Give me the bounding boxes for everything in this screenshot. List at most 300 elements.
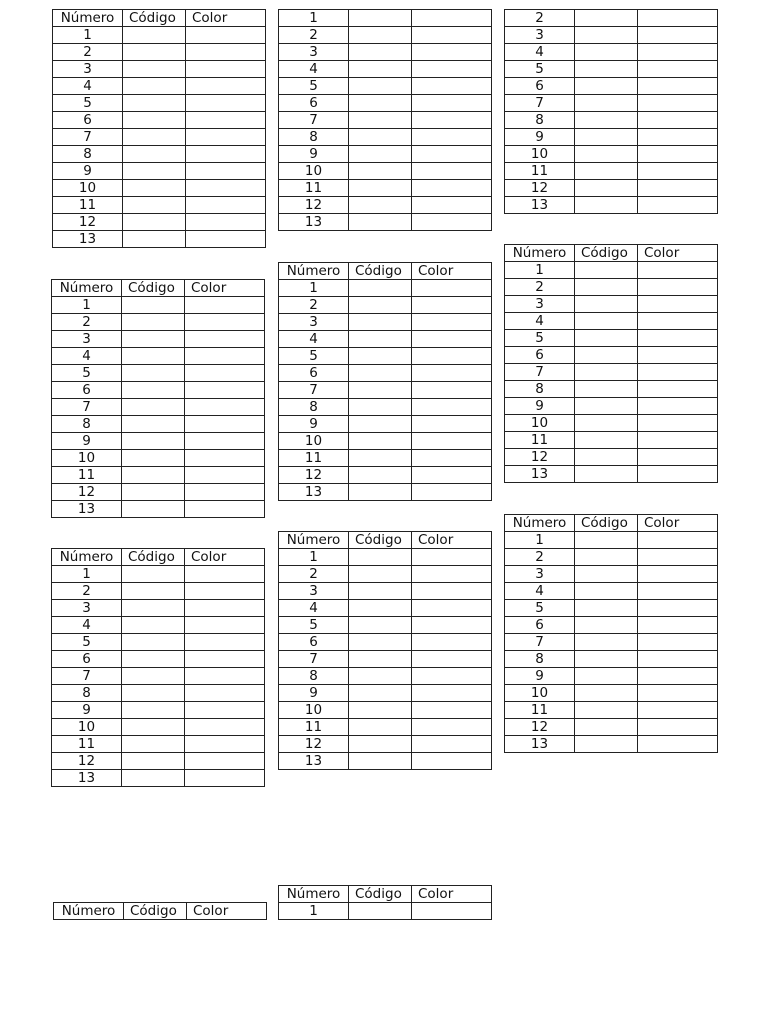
color-cell[interactable]: [638, 432, 718, 449]
codigo-cell[interactable]: [122, 668, 185, 685]
color-cell[interactable]: [412, 78, 492, 95]
codigo-cell[interactable]: [122, 566, 185, 583]
codigo-cell[interactable]: [349, 314, 412, 331]
codigo-cell[interactable]: [575, 262, 638, 279]
table-row: [279, 297, 492, 314]
table-row: [505, 702, 718, 719]
codigo-cell[interactable]: [349, 27, 412, 44]
codigo-cell[interactable]: [349, 129, 412, 146]
codigo-cell[interactable]: [349, 634, 412, 651]
codigo-cell[interactable]: [349, 753, 412, 770]
codigo-cell[interactable]: [122, 297, 185, 314]
color-cell[interactable]: [185, 617, 265, 634]
row-number: 11: [279, 719, 349, 736]
color-cell[interactable]: [186, 163, 266, 180]
color-cell[interactable]: [185, 736, 265, 753]
codigo-cell[interactable]: [575, 163, 638, 180]
table-row: [52, 651, 265, 668]
codigo-cell[interactable]: [122, 617, 185, 634]
row-number: 6: [279, 365, 349, 382]
color-cell[interactable]: [186, 61, 266, 78]
color-cell[interactable]: [638, 449, 718, 466]
codigo-cell[interactable]: [122, 331, 185, 348]
codigo-cell[interactable]: [575, 313, 638, 330]
codigo-cell[interactable]: [123, 27, 186, 44]
codigo-cell[interactable]: [122, 719, 185, 736]
table-row: [279, 95, 492, 112]
codigo-cell[interactable]: [575, 398, 638, 415]
codigo-column-header: Código: [575, 515, 638, 532]
codigo-cell[interactable]: [575, 600, 638, 617]
color-cell[interactable]: [412, 719, 492, 736]
color-cell[interactable]: [412, 146, 492, 163]
codigo-cell[interactable]: [122, 484, 185, 501]
color-cell[interactable]: [186, 214, 266, 231]
color-cell[interactable]: [412, 467, 492, 484]
color-cell[interactable]: [412, 382, 492, 399]
codigo-cell[interactable]: [575, 617, 638, 634]
color-column-header: Color: [412, 886, 492, 903]
codigo-cell[interactable]: [123, 44, 186, 61]
color-cell[interactable]: [186, 146, 266, 163]
row-number: 6: [505, 78, 575, 95]
row-number: 10: [52, 719, 122, 736]
color-cell[interactable]: [638, 330, 718, 347]
color-cell[interactable]: [638, 296, 718, 313]
codigo-cell[interactable]: [349, 61, 412, 78]
color-cell[interactable]: [412, 685, 492, 702]
row-number: 7: [505, 364, 575, 381]
numero-column-header: Número: [279, 532, 349, 549]
row-number: 10: [505, 415, 575, 432]
row-number: 7: [52, 399, 122, 416]
numero-column-header: Número: [505, 515, 575, 532]
codigo-cell[interactable]: [349, 146, 412, 163]
color-cell[interactable]: [412, 112, 492, 129]
codigo-cell[interactable]: [575, 180, 638, 197]
color-cell[interactable]: [185, 566, 265, 583]
codigo-cell[interactable]: [349, 719, 412, 736]
row-number: 8: [52, 685, 122, 702]
color-cell[interactable]: [412, 27, 492, 44]
header-row: [54, 903, 267, 920]
table-row: [53, 44, 266, 61]
row-number: 13: [52, 501, 122, 518]
row-number: 10: [505, 685, 575, 702]
codigo-cell[interactable]: [123, 146, 186, 163]
color-cell[interactable]: [638, 583, 718, 600]
color-cell[interactable]: [185, 314, 265, 331]
color-cell[interactable]: [185, 753, 265, 770]
color-cell[interactable]: [638, 146, 718, 163]
color-cell[interactable]: [186, 95, 266, 112]
color-cell[interactable]: [638, 685, 718, 702]
row-number: 1: [52, 566, 122, 583]
codigo-cell[interactable]: [349, 668, 412, 685]
color-cell[interactable]: [185, 348, 265, 365]
color-cell[interactable]: [412, 566, 492, 583]
codigo-cell[interactable]: [575, 415, 638, 432]
codigo-cell[interactable]: [575, 685, 638, 702]
color-cell[interactable]: [412, 214, 492, 231]
color-cell[interactable]: [412, 651, 492, 668]
color-cell[interactable]: [185, 399, 265, 416]
table-row: [53, 112, 266, 129]
codigo-cell[interactable]: [123, 231, 186, 248]
table-row: [279, 180, 492, 197]
table-row: [52, 634, 265, 651]
codigo-cell[interactable]: [349, 78, 412, 95]
color-cell[interactable]: [412, 549, 492, 566]
codigo-cell[interactable]: [349, 197, 412, 214]
color-cell[interactable]: [412, 365, 492, 382]
color-cell[interactable]: [638, 364, 718, 381]
codigo-cell[interactable]: [349, 297, 412, 314]
table-row: [505, 668, 718, 685]
color-cell[interactable]: [638, 466, 718, 483]
color-cell[interactable]: [412, 903, 492, 920]
color-cell[interactable]: [185, 634, 265, 651]
row-number: 5: [52, 365, 122, 382]
color-cell[interactable]: [638, 566, 718, 583]
codigo-cell[interactable]: [575, 296, 638, 313]
codigo-cell[interactable]: [349, 365, 412, 382]
row-number: 13: [279, 484, 349, 501]
codigo-cell[interactable]: [575, 27, 638, 44]
codigo-cell[interactable]: [123, 78, 186, 95]
codigo-cell[interactable]: [575, 95, 638, 112]
codigo-cell[interactable]: [575, 651, 638, 668]
codigo-cell[interactable]: [575, 78, 638, 95]
numero-column-header: Número: [279, 886, 349, 903]
codigo-cell[interactable]: [575, 702, 638, 719]
codigo-cell[interactable]: [575, 566, 638, 583]
codigo-cell[interactable]: [349, 450, 412, 467]
codigo-cell[interactable]: [349, 214, 412, 231]
color-cell[interactable]: [185, 600, 265, 617]
table-row: [52, 450, 265, 467]
codigo-cell[interactable]: [349, 617, 412, 634]
color-cell[interactable]: [412, 450, 492, 467]
row-number: 13: [279, 214, 349, 231]
codigo-cell[interactable]: [575, 10, 638, 27]
codigo-cell[interactable]: [349, 651, 412, 668]
color-cell[interactable]: [185, 297, 265, 314]
codigo-cell[interactable]: [349, 180, 412, 197]
codigo-cell[interactable]: [122, 348, 185, 365]
code-color-table: [278, 531, 492, 770]
codigo-cell[interactable]: [349, 702, 412, 719]
color-cell[interactable]: [185, 702, 265, 719]
color-cell[interactable]: [186, 27, 266, 44]
codigo-cell[interactable]: [349, 331, 412, 348]
row-number: 3: [52, 600, 122, 617]
color-cell[interactable]: [186, 78, 266, 95]
color-cell[interactable]: [412, 61, 492, 78]
color-cell[interactable]: [185, 719, 265, 736]
codigo-cell[interactable]: [122, 416, 185, 433]
codigo-cell[interactable]: [349, 416, 412, 433]
codigo-cell[interactable]: [349, 399, 412, 416]
color-cell[interactable]: [185, 484, 265, 501]
color-cell[interactable]: [185, 450, 265, 467]
color-cell[interactable]: [638, 381, 718, 398]
color-cell[interactable]: [412, 180, 492, 197]
codigo-cell[interactable]: [122, 634, 185, 651]
codigo-cell[interactable]: [575, 146, 638, 163]
color-cell[interactable]: [412, 297, 492, 314]
color-cell[interactable]: [412, 197, 492, 214]
color-cell[interactable]: [185, 365, 265, 382]
codigo-cell[interactable]: [349, 549, 412, 566]
codigo-cell[interactable]: [123, 214, 186, 231]
table-row: [505, 651, 718, 668]
codigo-cell[interactable]: [575, 61, 638, 78]
codigo-cell[interactable]: [349, 685, 412, 702]
color-cell[interactable]: [638, 702, 718, 719]
color-cell[interactable]: [186, 197, 266, 214]
row-number: 10: [279, 163, 349, 180]
color-cell[interactable]: [638, 129, 718, 146]
codigo-cell[interactable]: [122, 314, 185, 331]
color-cell[interactable]: [412, 433, 492, 450]
color-cell[interactable]: [186, 129, 266, 146]
color-cell[interactable]: [186, 180, 266, 197]
codigo-cell[interactable]: [123, 129, 186, 146]
codigo-cell[interactable]: [349, 583, 412, 600]
codigo-cell[interactable]: [349, 433, 412, 450]
color-cell[interactable]: [412, 10, 492, 27]
color-cell[interactable]: [186, 112, 266, 129]
codigo-cell[interactable]: [122, 450, 185, 467]
codigo-cell[interactable]: [575, 279, 638, 296]
row-number: 9: [505, 398, 575, 415]
codigo-cell[interactable]: [575, 197, 638, 214]
codigo-cell[interactable]: [123, 197, 186, 214]
color-cell[interactable]: [638, 180, 718, 197]
codigo-cell[interactable]: [349, 348, 412, 365]
codigo-cell[interactable]: [349, 280, 412, 297]
color-cell[interactable]: [412, 600, 492, 617]
color-cell[interactable]: [186, 231, 266, 248]
codigo-cell[interactable]: [349, 903, 412, 920]
row-number: 2: [505, 279, 575, 296]
codigo-cell[interactable]: [575, 381, 638, 398]
codigo-cell[interactable]: [349, 382, 412, 399]
codigo-cell[interactable]: [349, 112, 412, 129]
color-cell[interactable]: [638, 61, 718, 78]
color-cell[interactable]: [412, 348, 492, 365]
codigo-cell[interactable]: [122, 600, 185, 617]
codigo-cell[interactable]: [575, 532, 638, 549]
color-column-header: Color: [412, 532, 492, 549]
row-number: 5: [279, 617, 349, 634]
row-number: 4: [53, 78, 123, 95]
color-cell[interactable]: [638, 398, 718, 415]
table-row: [279, 583, 492, 600]
codigo-cell[interactable]: [575, 583, 638, 600]
row-number: 2: [279, 27, 349, 44]
row-number: 9: [279, 685, 349, 702]
color-cell[interactable]: [412, 95, 492, 112]
codigo-cell[interactable]: [575, 736, 638, 753]
color-cell[interactable]: [185, 433, 265, 450]
color-column-header: Color: [185, 280, 265, 297]
codigo-cell[interactable]: [123, 61, 186, 78]
table-row: [505, 381, 718, 398]
color-cell[interactable]: [186, 44, 266, 61]
row-number: 6: [52, 382, 122, 399]
color-cell[interactable]: [638, 617, 718, 634]
color-cell[interactable]: [185, 382, 265, 399]
codigo-cell[interactable]: [349, 10, 412, 27]
codigo-cell[interactable]: [575, 112, 638, 129]
color-cell[interactable]: [185, 331, 265, 348]
codigo-cell[interactable]: [575, 634, 638, 651]
codigo-cell[interactable]: [122, 382, 185, 399]
color-cell[interactable]: [412, 129, 492, 146]
codigo-cell[interactable]: [122, 467, 185, 484]
codigo-cell[interactable]: [349, 44, 412, 61]
codigo-cell[interactable]: [123, 163, 186, 180]
color-cell[interactable]: [638, 347, 718, 364]
color-cell[interactable]: [412, 668, 492, 685]
color-cell[interactable]: [185, 501, 265, 518]
codigo-cell[interactable]: [575, 432, 638, 449]
color-cell[interactable]: [412, 634, 492, 651]
codigo-cell[interactable]: [575, 364, 638, 381]
color-cell[interactable]: [638, 415, 718, 432]
codigo-cell[interactable]: [575, 129, 638, 146]
codigo-cell[interactable]: [123, 95, 186, 112]
codigo-cell[interactable]: [122, 433, 185, 450]
codigo-cell[interactable]: [123, 180, 186, 197]
codigo-cell[interactable]: [122, 702, 185, 719]
color-cell[interactable]: [185, 770, 265, 787]
color-cell[interactable]: [638, 736, 718, 753]
codigo-cell[interactable]: [122, 685, 185, 702]
color-cell[interactable]: [412, 736, 492, 753]
table-row: [505, 719, 718, 736]
codigo-cell[interactable]: [575, 449, 638, 466]
codigo-cell[interactable]: [349, 467, 412, 484]
table-row: [52, 399, 265, 416]
color-cell[interactable]: [185, 467, 265, 484]
color-cell[interactable]: [185, 685, 265, 702]
codigo-cell[interactable]: [349, 484, 412, 501]
color-cell[interactable]: [185, 651, 265, 668]
color-cell[interactable]: [638, 163, 718, 180]
color-cell[interactable]: [638, 10, 718, 27]
codigo-cell[interactable]: [575, 549, 638, 566]
row-number: 2: [52, 583, 122, 600]
codigo-cell[interactable]: [575, 668, 638, 685]
color-cell[interactable]: [638, 27, 718, 44]
codigo-cell[interactable]: [122, 753, 185, 770]
color-cell[interactable]: [638, 600, 718, 617]
color-cell[interactable]: [638, 719, 718, 736]
color-cell[interactable]: [412, 416, 492, 433]
color-cell[interactable]: [412, 163, 492, 180]
codigo-cell[interactable]: [575, 347, 638, 364]
row-number: 13: [505, 197, 575, 214]
table-row: [505, 44, 718, 61]
codigo-cell[interactable]: [349, 566, 412, 583]
codigo-cell[interactable]: [122, 365, 185, 382]
color-cell[interactable]: [412, 280, 492, 297]
codigo-cell[interactable]: [122, 399, 185, 416]
color-cell[interactable]: [412, 314, 492, 331]
color-cell[interactable]: [412, 702, 492, 719]
color-cell[interactable]: [638, 262, 718, 279]
color-cell[interactable]: [412, 44, 492, 61]
codigo-cell[interactable]: [349, 600, 412, 617]
codigo-cell[interactable]: [575, 466, 638, 483]
table-row: [52, 719, 265, 736]
codigo-cell[interactable]: [122, 770, 185, 787]
row-number: 5: [279, 78, 349, 95]
codigo-cell[interactable]: [122, 583, 185, 600]
codigo-column-header: Código: [349, 532, 412, 549]
code-color-table: [52, 9, 266, 248]
codigo-cell[interactable]: [575, 330, 638, 347]
table-row: [279, 549, 492, 566]
color-cell[interactable]: [638, 634, 718, 651]
codigo-cell[interactable]: [349, 95, 412, 112]
color-cell[interactable]: [638, 279, 718, 296]
color-cell[interactable]: [638, 549, 718, 566]
color-cell[interactable]: [412, 583, 492, 600]
color-cell[interactable]: [638, 112, 718, 129]
color-cell[interactable]: [412, 331, 492, 348]
row-number: 3: [52, 331, 122, 348]
table-row: [505, 95, 718, 112]
row-number: 5: [505, 61, 575, 78]
codigo-cell[interactable]: [349, 736, 412, 753]
color-cell[interactable]: [638, 532, 718, 549]
table-row: [52, 331, 265, 348]
color-cell[interactable]: [185, 583, 265, 600]
color-cell[interactable]: [185, 668, 265, 685]
color-cell[interactable]: [638, 78, 718, 95]
color-cell[interactable]: [412, 617, 492, 634]
table-row: [279, 416, 492, 433]
color-cell[interactable]: [638, 197, 718, 214]
codigo-cell[interactable]: [123, 112, 186, 129]
color-cell[interactable]: [638, 95, 718, 112]
color-cell[interactable]: [638, 313, 718, 330]
codigo-cell[interactable]: [122, 736, 185, 753]
codigo-cell[interactable]: [575, 44, 638, 61]
codigo-cell[interactable]: [122, 501, 185, 518]
row-number: 12: [505, 180, 575, 197]
color-cell[interactable]: [412, 753, 492, 770]
row-number: 12: [505, 449, 575, 466]
color-cell[interactable]: [638, 668, 718, 685]
color-cell[interactable]: [412, 484, 492, 501]
codigo-cell[interactable]: [575, 719, 638, 736]
codigo-cell[interactable]: [122, 651, 185, 668]
color-cell[interactable]: [185, 416, 265, 433]
table-row: [53, 214, 266, 231]
table-row: [279, 10, 492, 27]
color-cell[interactable]: [412, 399, 492, 416]
codigo-cell[interactable]: [349, 163, 412, 180]
row-number: 12: [505, 719, 575, 736]
color-cell[interactable]: [638, 44, 718, 61]
table-row: [279, 617, 492, 634]
color-cell[interactable]: [638, 651, 718, 668]
